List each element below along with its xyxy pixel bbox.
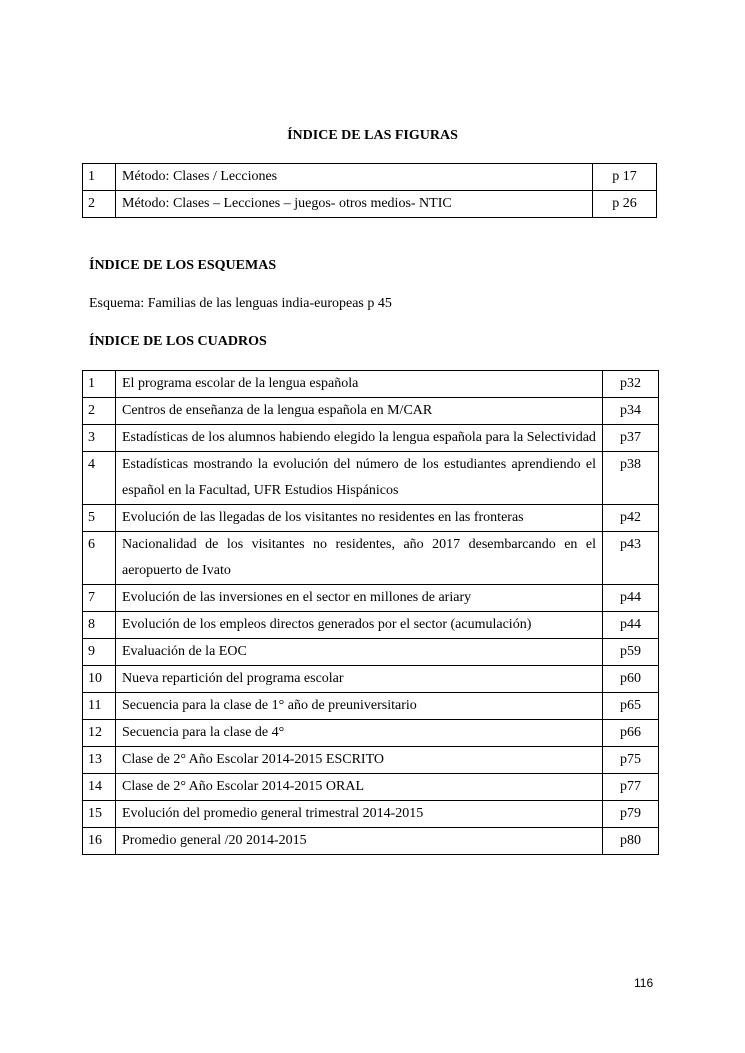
- esquema-entry: Esquema: Familias de las lenguas india-europeas p 45: [89, 296, 392, 311]
- esquemas-index-title: ÍNDICE DE LOS ESQUEMAS: [89, 258, 277, 273]
- cuadro-description: Clase de 2° Año Escolar 2014-2015 ORAL: [116, 774, 603, 801]
- table-row: [83, 585, 659, 612]
- table-row: [83, 452, 659, 505]
- cuadro-description: Estadísticas de los alumnos habiendo elegido la lengua española para la Selectividad: [116, 425, 603, 452]
- cuadro-page: p44: [603, 585, 659, 612]
- table-row: [83, 693, 659, 720]
- figure-description: Método: Clases – Lecciones – juegos- otros medios- NTIC: [116, 191, 593, 218]
- table-row: [83, 720, 659, 747]
- cuadro-number: 13: [83, 747, 116, 774]
- cuadro-page: p32: [603, 371, 659, 398]
- figure-number: 2: [83, 191, 116, 218]
- cuadro-number: 16: [83, 828, 116, 855]
- cuadro-page: p79: [603, 801, 659, 828]
- cuadro-number: 8: [83, 612, 116, 639]
- cuadro-description: Secuencia para la clase de 4°: [116, 720, 603, 747]
- table-row: [83, 639, 659, 666]
- table-row: [83, 371, 659, 398]
- cuadro-page: p38: [603, 452, 659, 505]
- figure-number: 1: [83, 164, 116, 191]
- cuadro-description: Evaluación de la EOC: [116, 639, 603, 666]
- table-row: [83, 801, 659, 828]
- cuadro-number: 12: [83, 720, 116, 747]
- table-row: [83, 828, 659, 855]
- table-row: [83, 191, 657, 218]
- cuadro-page: p37: [603, 425, 659, 452]
- cuadro-number: 11: [83, 693, 116, 720]
- cuadro-page: p60: [603, 666, 659, 693]
- figures-index-table: [82, 163, 657, 218]
- cuadro-number: 7: [83, 585, 116, 612]
- cuadro-number: 5: [83, 505, 116, 532]
- table-row: [83, 425, 659, 452]
- table-row: [83, 398, 659, 425]
- cuadro-number: 15: [83, 801, 116, 828]
- cuadro-description: Evolución de los empleos directos generados por el sector (acumulación): [116, 612, 603, 639]
- cuadro-description: Secuencia para la clase de 1° año de preuniversitario: [116, 693, 603, 720]
- cuadro-description: Nueva repartición del programa escolar: [116, 666, 603, 693]
- cuadro-number: 6: [83, 532, 116, 585]
- cuadro-page: p77: [603, 774, 659, 801]
- cuadro-page: p42: [603, 505, 659, 532]
- table-row: [83, 505, 659, 532]
- cuadro-page: p59: [603, 639, 659, 666]
- cuadro-description: Evolución del promedio general trimestral 2014-2015: [116, 801, 603, 828]
- cuadro-description: Nacionalidad de los visitantes no residentes, año 2017 desembarcando en el aeropuerto de Ivato: [116, 532, 603, 585]
- cuadro-number: 4: [83, 452, 116, 505]
- cuadro-number: 9: [83, 639, 116, 666]
- cuadros-index-title: ÍNDICE DE LOS CUADROS: [89, 334, 267, 349]
- page-number: 116: [634, 976, 654, 990]
- cuadro-description: Evolución de las llegadas de los visitantes no residentes en las fronteras: [116, 505, 603, 532]
- table-row: [83, 666, 659, 693]
- cuadro-number: 1: [83, 371, 116, 398]
- cuadro-page: p44: [603, 612, 659, 639]
- cuadro-description: Centros de enseñanza de la lengua española en M/CAR: [116, 398, 603, 425]
- cuadro-description: El programa escolar de la lengua española: [116, 371, 603, 398]
- cuadro-number: 14: [83, 774, 116, 801]
- cuadro-number: 10: [83, 666, 116, 693]
- cuadro-number: 2: [83, 398, 116, 425]
- cuadro-page: p75: [603, 747, 659, 774]
- cuadros-index-table: [82, 370, 659, 855]
- cuadro-description: Clase de 2° Año Escolar 2014-2015 ESCRITO: [116, 747, 603, 774]
- cuadro-description: Estadísticas mostrando la evolución del número de los estudiantes aprendiendo el español en la Facultad, UFR Estudios Hispánicos: [116, 452, 603, 505]
- cuadro-page: p43: [603, 532, 659, 585]
- table-row: [83, 612, 659, 639]
- cuadro-description: Promedio general /20 2014-2015: [116, 828, 603, 855]
- cuadro-page: p66: [603, 720, 659, 747]
- cuadro-page: p34: [603, 398, 659, 425]
- figures-index-title: ÍNDICE DE LAS FIGURAS: [287, 128, 458, 143]
- cuadro-page: p65: [603, 693, 659, 720]
- table-row: [83, 532, 659, 585]
- table-row: [83, 164, 657, 191]
- cuadro-description: Evolución de las inversiones en el sector en millones de ariary: [116, 585, 603, 612]
- cuadro-page: p80: [603, 828, 659, 855]
- table-row: [83, 774, 659, 801]
- figure-page: p 26: [593, 191, 657, 218]
- figure-page: p 17: [593, 164, 657, 191]
- figure-description: Método: Clases / Lecciones: [116, 164, 593, 191]
- cuadro-number: 3: [83, 425, 116, 452]
- table-row: [83, 747, 659, 774]
